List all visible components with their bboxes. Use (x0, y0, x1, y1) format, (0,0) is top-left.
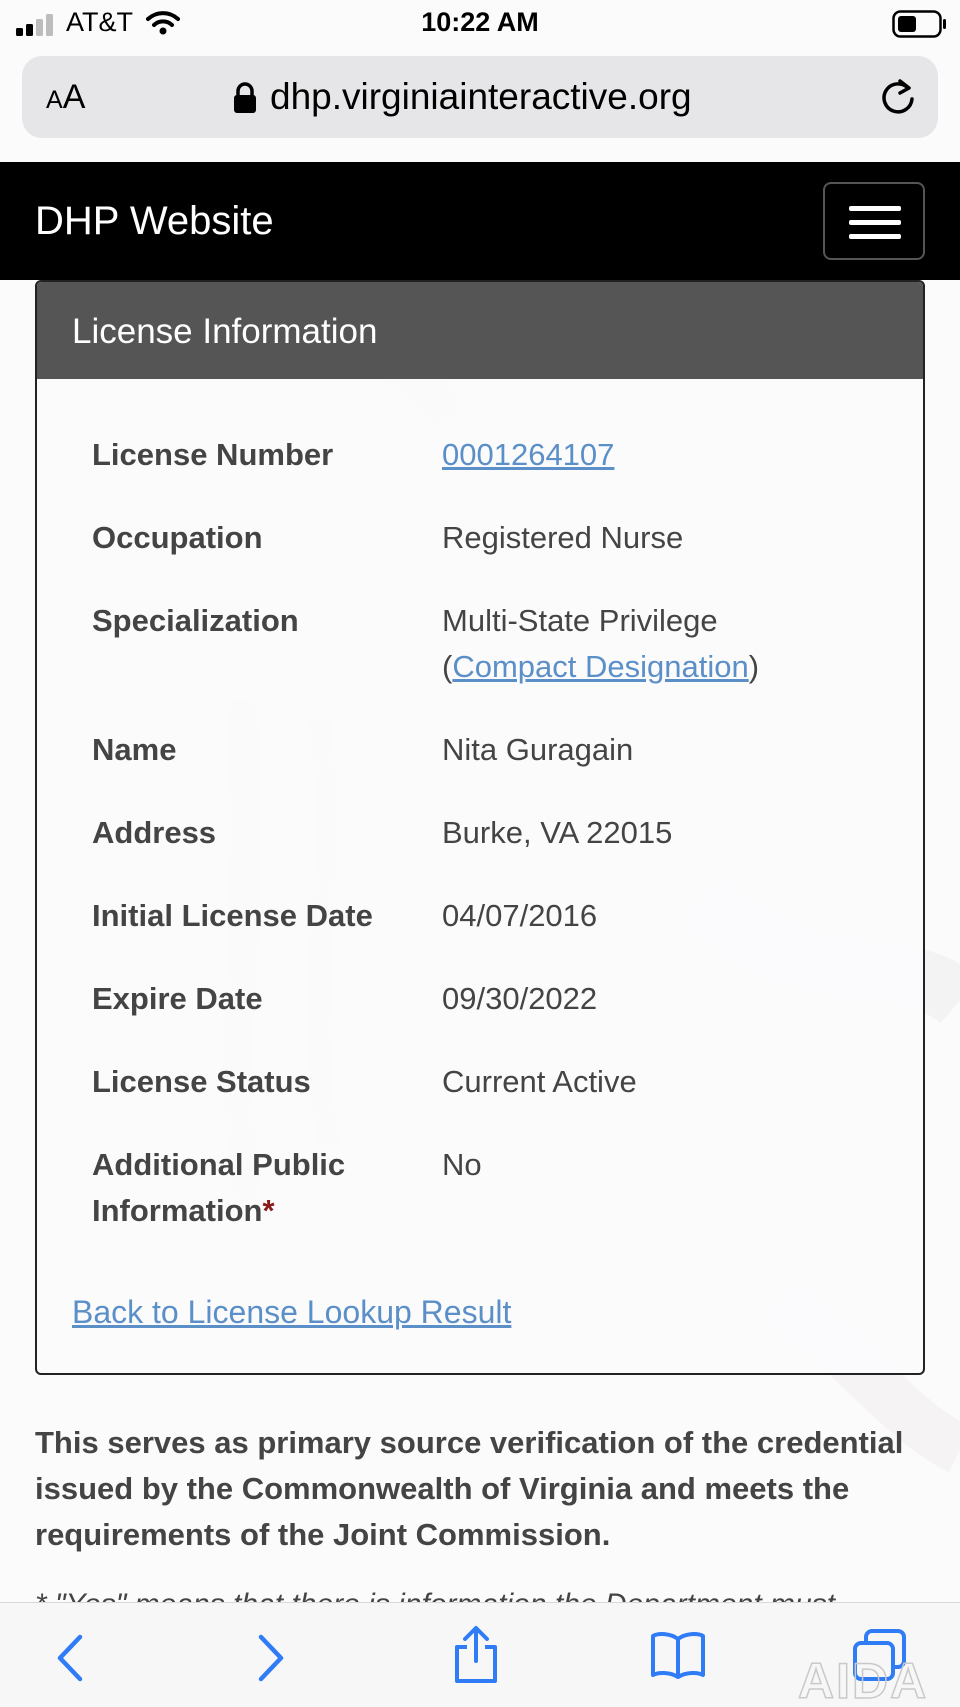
address-bar[interactable] (22, 56, 938, 138)
field-value: No (442, 1147, 482, 1182)
field-value: 09/30/2022 (442, 981, 598, 1016)
field-value: Multi-State Privilege (Compact Designation) (442, 603, 760, 684)
site-navbar (0, 162, 960, 280)
bookmarks-icon[interactable] (650, 1631, 706, 1679)
lock-icon (232, 82, 258, 114)
field-label: Expire Date (92, 981, 263, 1016)
back-arrow-icon[interactable] (52, 1633, 88, 1683)
forward-arrow-icon[interactable] (253, 1633, 289, 1683)
license-info-panel (35, 280, 925, 1375)
hamburger-menu-button[interactable] (823, 182, 925, 260)
browser-chrome (0, 48, 960, 162)
field-label: Initial License Date (92, 898, 373, 933)
compact-designation-link[interactable]: Compact Designation (452, 649, 749, 684)
field-value: Registered Nurse (442, 520, 684, 555)
back-to-results-link[interactable]: Back to License Lookup Result (72, 1294, 512, 1330)
field-label: License Number (92, 437, 334, 472)
share-icon[interactable] (451, 1625, 501, 1685)
field-label: Occupation (92, 520, 263, 555)
reload-icon[interactable] (878, 77, 918, 117)
field-value: Burke, VA 22015 (442, 815, 673, 850)
text-size-button[interactable]: AA (46, 78, 86, 116)
field-specialization (92, 598, 892, 690)
panel-heading: License Information (37, 282, 923, 379)
field-label: Specialization (92, 603, 299, 638)
clock: 10:22 AM (421, 7, 539, 37)
license-number-link[interactable]: 0001264107 (442, 437, 615, 472)
field-label: Name (92, 732, 177, 767)
watermark: AIDA (798, 1653, 929, 1707)
hamburger-bar (849, 234, 901, 239)
url-text[interactable]: dhp.virginiainteractive.org (270, 76, 692, 117)
field-value: 04/07/2016 (442, 898, 598, 933)
status-bar (0, 0, 960, 48)
hamburger-bar (849, 220, 901, 225)
field-additional-public-info (92, 1142, 892, 1234)
hamburger-bar (849, 206, 901, 211)
field-label: Additional Public Information* (92, 1147, 346, 1228)
battery-icon (892, 10, 948, 38)
field-label: Address (92, 815, 217, 850)
site-brand[interactable]: DHP Website (35, 199, 274, 243)
required-asterisk: * (262, 1193, 275, 1228)
field-value: Nita Guragain (442, 732, 634, 767)
verification-statement: This serves as primary source verification of the credential issued by the Commonwealth of Virginia and meets the requirements of the Joint Commission. (35, 1425, 904, 1552)
carrier-name: AT&T (66, 7, 133, 37)
field-value: Current Active (442, 1064, 637, 1099)
field-label: License Status (92, 1064, 311, 1099)
